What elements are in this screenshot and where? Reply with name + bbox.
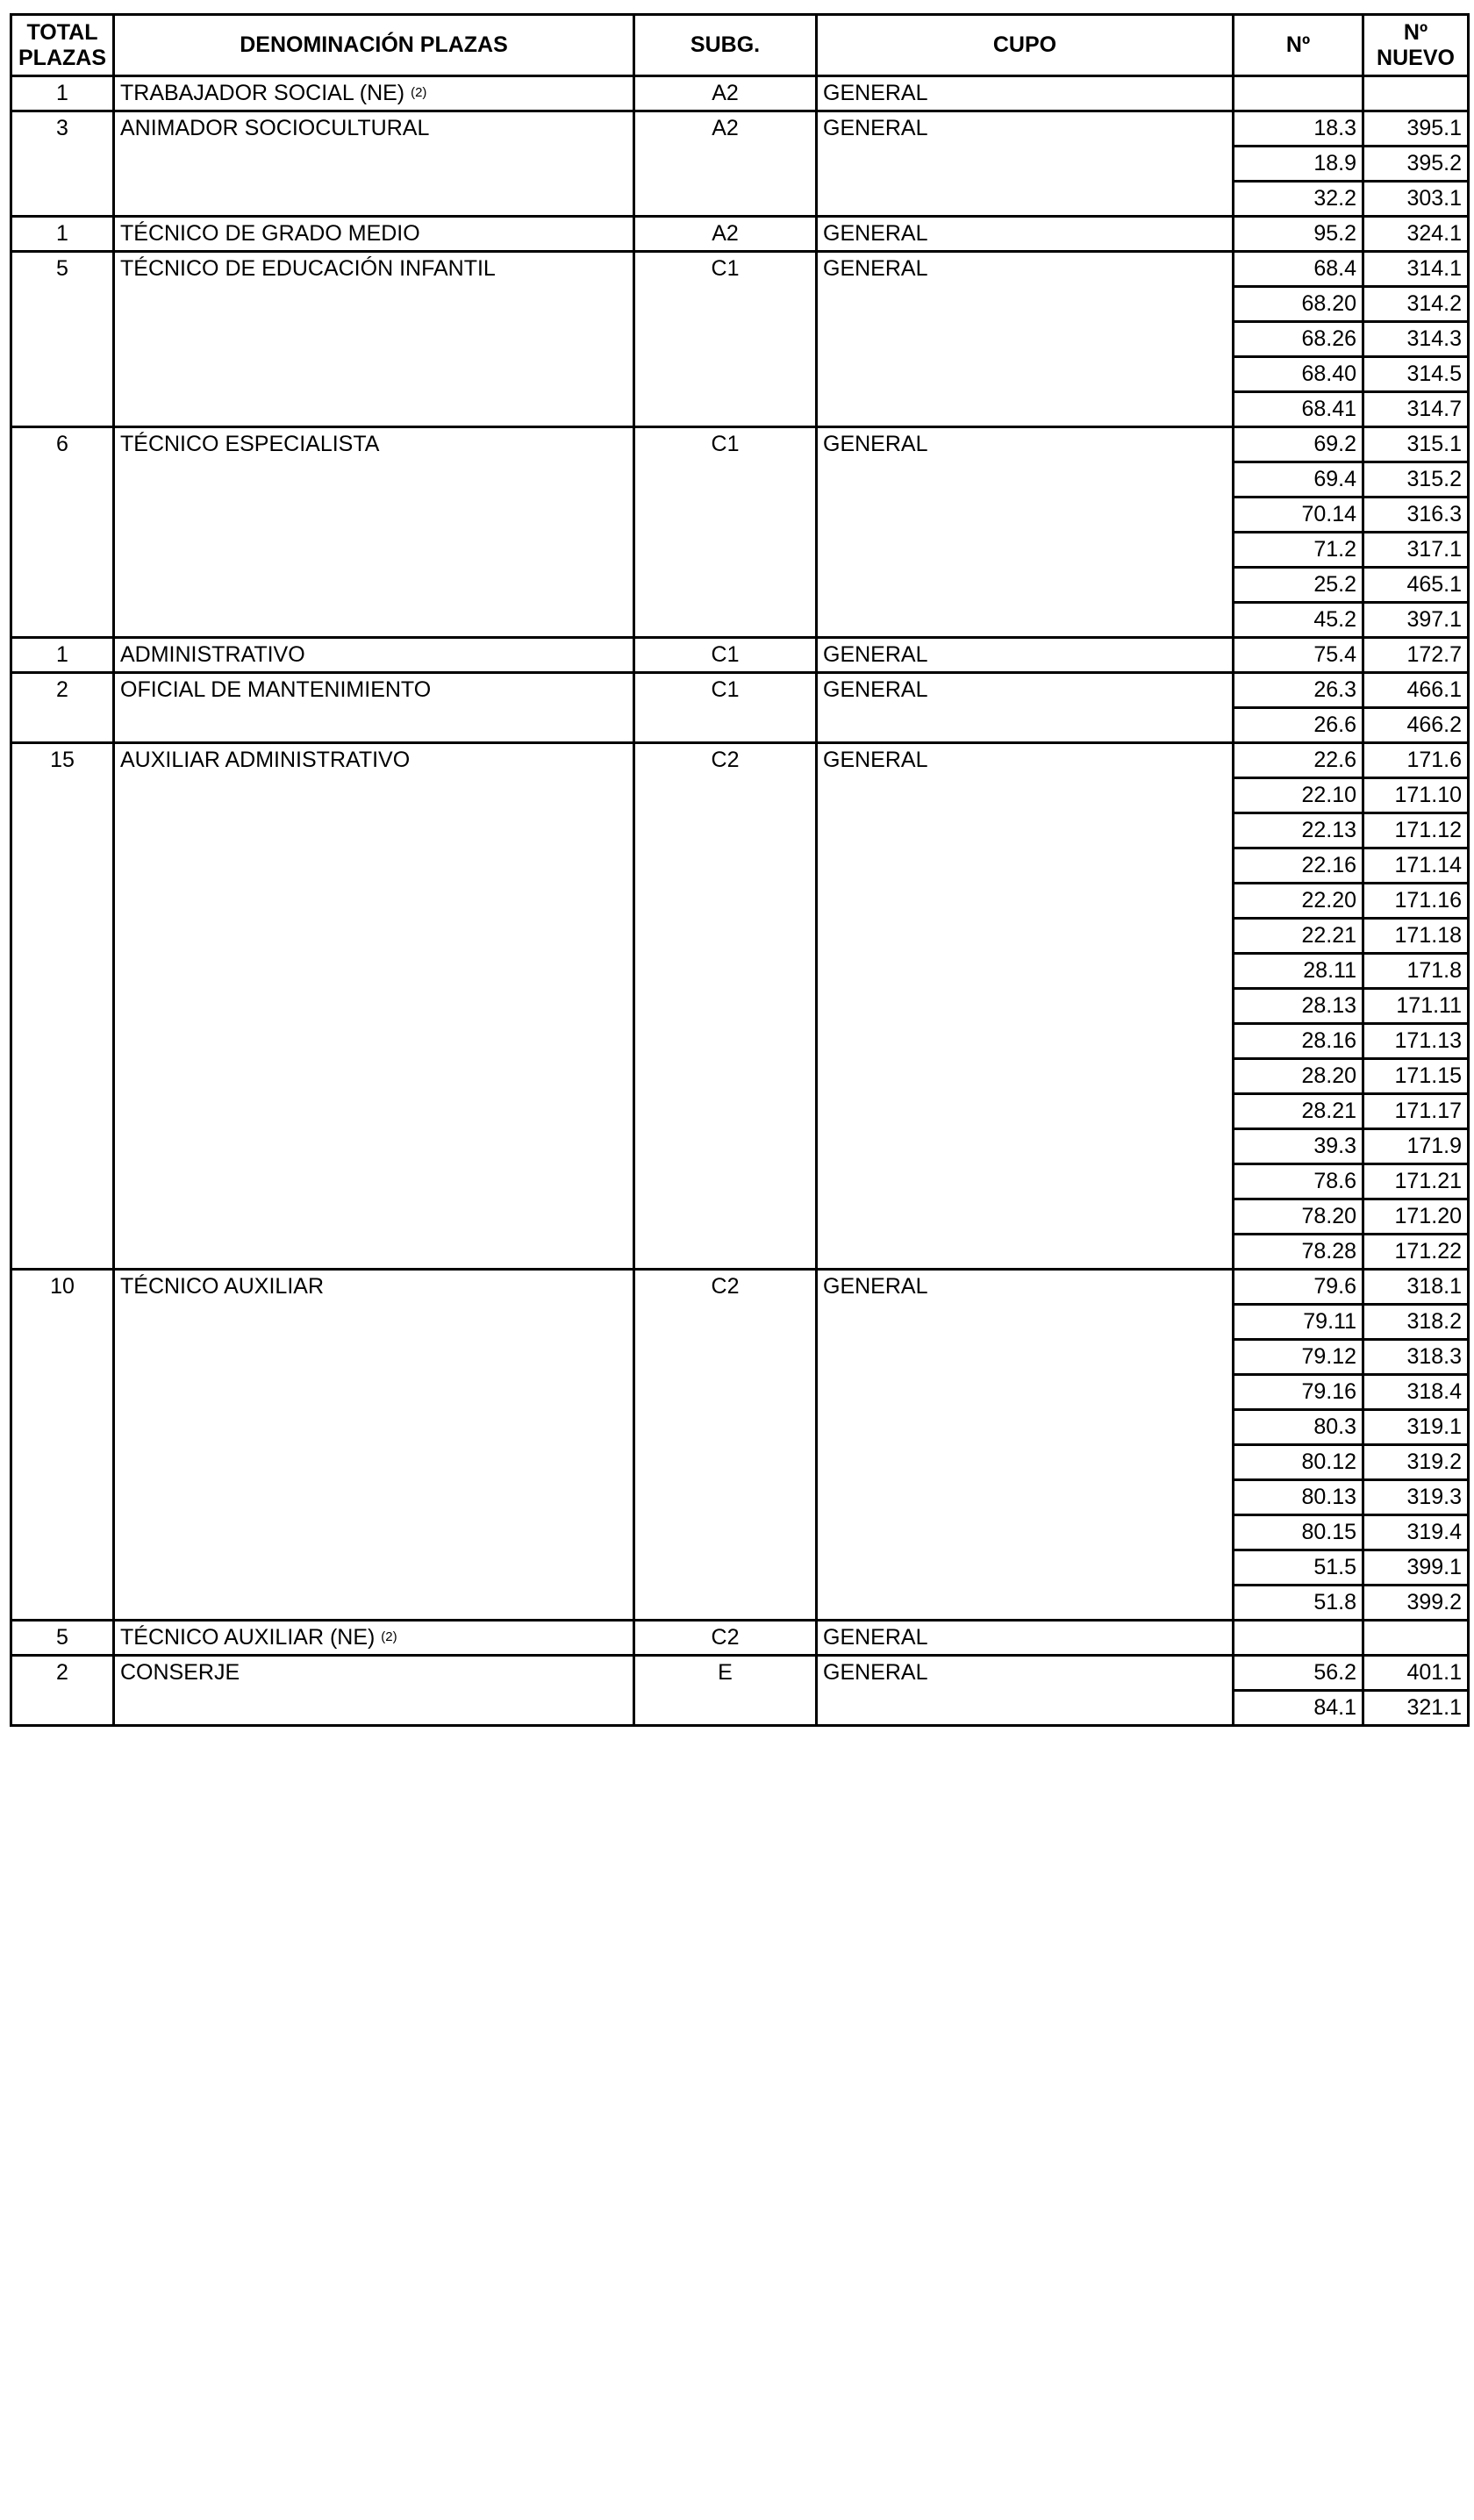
numero-cell: 79.6 [1234,1270,1363,1305]
cupo-cell: GENERAL [817,743,1234,1270]
denominacion-cell [114,743,634,1270]
numero-cell: 71.2 [1234,533,1363,568]
subgrupo-cell: C2 [634,743,817,1270]
denominacion-cell [114,111,634,217]
numero-nuevo-cell: 171.8 [1363,954,1469,989]
cupo-cell: GENERAL [817,252,1234,427]
table-row [11,1270,1469,1305]
numero-cell: 69.4 [1234,462,1363,498]
table-header [11,15,1469,76]
numero-nuevo-cell: 397.1 [1363,603,1469,638]
cupo-cell: GENERAL [817,111,1234,217]
total-plazas-cell: 15 [11,743,114,1270]
denominacion-cell [114,1270,634,1621]
numero-nuevo-cell: 171.20 [1363,1199,1469,1235]
numero-nuevo-cell: 395.1 [1363,111,1469,147]
numero-nuevo-cell: 171.14 [1363,848,1469,884]
numero-cell: 79.12 [1234,1340,1363,1375]
denominacion-cell [114,1656,634,1726]
numero-nuevo-cell: 318.4 [1363,1375,1469,1410]
subgrupo-cell: A2 [634,217,817,252]
numero-cell: 78.6 [1234,1164,1363,1199]
numero-nuevo-cell: 171.21 [1363,1164,1469,1199]
numero-nuevo-cell: 318.2 [1363,1305,1469,1340]
cupo-cell: GENERAL [817,76,1234,111]
denominacion-text: TRABAJADOR SOCIAL (NE) [120,81,405,105]
total-plazas-cell: 1 [11,217,114,252]
cupo-cell: GENERAL [817,217,1234,252]
numero-cell: 79.11 [1234,1305,1363,1340]
numero-cell: 51.8 [1234,1586,1363,1621]
numero-nuevo-cell: 324.1 [1363,217,1469,252]
table-row [11,743,1469,778]
subgrupo-cell: C1 [634,673,817,743]
numero-nuevo-cell: 171.22 [1363,1235,1469,1270]
subgrupo-cell: C1 [634,427,817,638]
header-numero-nuevo: Nº NUEVO [1363,15,1469,76]
numero-nuevo-cell: 399.2 [1363,1586,1469,1621]
numero-nuevo-cell: 171.15 [1363,1059,1469,1094]
denominacion-text: TÉCNICO AUXILIAR (NE) [120,1625,376,1650]
numero-cell: 22.10 [1234,778,1363,813]
denominacion-text: TÉCNICO DE EDUCACIÓN INFANTIL [120,256,496,281]
numero-cell: 78.20 [1234,1199,1363,1235]
numero-nuevo-cell: 399.1 [1363,1550,1469,1586]
numero-cell: 95.2 [1234,217,1363,252]
numero-nuevo-cell: 314.3 [1363,322,1469,357]
numero-nuevo-cell: 171.18 [1363,919,1469,954]
table-body [11,76,1469,1726]
numero-nuevo-cell: 466.1 [1363,673,1469,708]
subgrupo-cell: C1 [634,252,817,427]
numero-nuevo-cell: 401.1 [1363,1656,1469,1691]
cupo-cell: GENERAL [817,1270,1234,1621]
table-row [11,252,1469,287]
table-row [11,673,1469,708]
numero-cell: 25.2 [1234,568,1363,603]
numero-nuevo-cell: 315.2 [1363,462,1469,498]
numero-cell: 28.21 [1234,1094,1363,1129]
total-plazas-cell: 2 [11,1656,114,1726]
header-row [11,15,1469,76]
numero-cell [1234,1621,1363,1656]
numero-cell: 18.3 [1234,111,1363,147]
numero-nuevo-cell: 318.3 [1363,1340,1469,1375]
denominacion-cell [114,217,634,252]
numero-nuevo-cell: 171.17 [1363,1094,1469,1129]
subgrupo-cell: A2 [634,76,817,111]
footnote-ref: (2) [381,1629,397,1644]
total-plazas-cell: 2 [11,673,114,743]
numero-nuevo-cell: 395.2 [1363,147,1469,182]
footnote-ref: (2) [411,85,427,100]
numero-nuevo-cell: 319.1 [1363,1410,1469,1445]
denominacion-text: TÉCNICO AUXILIAR [120,1274,324,1299]
numero-nuevo-cell: 172.7 [1363,638,1469,673]
total-plazas-cell: 1 [11,76,114,111]
numero-nuevo-cell: 171.11 [1363,989,1469,1024]
numero-cell [1234,76,1363,111]
total-plazas-cell: 3 [11,111,114,217]
numero-cell: 56.2 [1234,1656,1363,1691]
numero-cell: 22.6 [1234,743,1363,778]
numero-cell: 80.12 [1234,1445,1363,1480]
header-subgrupo: SUBG. [634,15,817,76]
numero-nuevo-cell: 171.9 [1363,1129,1469,1164]
numero-nuevo-cell: 314.5 [1363,357,1469,392]
denominacion-cell [114,638,634,673]
numero-cell: 75.4 [1234,638,1363,673]
denominacion-text: OFICIAL DE MANTENIMIENTO [120,677,432,702]
numero-nuevo-cell: 314.2 [1363,287,1469,322]
denominacion-cell [114,252,634,427]
header-total-plazas: TOTAL PLAZAS [11,15,114,76]
denominacion-text: AUXILIAR ADMINISTRATIVO [120,748,411,772]
numero-cell: 68.4 [1234,252,1363,287]
cupo-cell: GENERAL [817,1656,1234,1726]
table-row [11,1621,1469,1656]
table-row [11,638,1469,673]
numero-cell: 69.2 [1234,427,1363,462]
total-plazas-cell: 5 [11,252,114,427]
numero-nuevo-cell [1363,1621,1469,1656]
total-plazas-cell: 5 [11,1621,114,1656]
total-plazas-cell: 6 [11,427,114,638]
numero-cell: 68.40 [1234,357,1363,392]
cupo-cell: GENERAL [817,673,1234,743]
numero-nuevo-cell: 319.2 [1363,1445,1469,1480]
numero-cell: 68.41 [1234,392,1363,427]
table-row [11,111,1469,147]
numero-nuevo-cell: 317.1 [1363,533,1469,568]
subgrupo-cell: C2 [634,1621,817,1656]
numero-nuevo-cell: 321.1 [1363,1691,1469,1726]
denominacion-text: TÉCNICO ESPECIALISTA [120,432,380,456]
numero-nuevo-cell: 316.3 [1363,498,1469,533]
numero-nuevo-cell: 315.1 [1363,427,1469,462]
table-row [11,1656,1469,1691]
numero-nuevo-cell: 319.3 [1363,1480,1469,1515]
numero-cell: 79.16 [1234,1375,1363,1410]
numero-nuevo-cell: 466.2 [1363,708,1469,743]
total-plazas-cell: 1 [11,638,114,673]
numero-cell: 51.5 [1234,1550,1363,1586]
numero-cell: 45.2 [1234,603,1363,638]
numero-cell: 80.15 [1234,1515,1363,1550]
total-plazas-cell: 10 [11,1270,114,1621]
table-row [11,217,1469,252]
table-row [11,76,1469,111]
numero-nuevo-cell: 465.1 [1363,568,1469,603]
subgrupo-cell: C2 [634,1270,817,1621]
numero-cell: 68.20 [1234,287,1363,322]
numero-cell: 22.13 [1234,813,1363,848]
subgrupo-cell: A2 [634,111,817,217]
numero-nuevo-cell [1363,76,1469,111]
numero-cell: 22.16 [1234,848,1363,884]
numero-cell: 80.13 [1234,1480,1363,1515]
numero-cell: 68.26 [1234,322,1363,357]
numero-nuevo-cell: 303.1 [1363,182,1469,217]
denominacion-text: TÉCNICO DE GRADO MEDIO [120,221,420,246]
numero-cell: 78.28 [1234,1235,1363,1270]
numero-cell: 28.20 [1234,1059,1363,1094]
denominacion-text: ADMINISTRATIVO [120,642,305,667]
numero-cell: 22.20 [1234,884,1363,919]
cupo-cell: GENERAL [817,427,1234,638]
denominacion-cell [114,76,634,111]
subgrupo-cell: C1 [634,638,817,673]
denominacion-cell [114,673,634,743]
numero-nuevo-cell: 319.4 [1363,1515,1469,1550]
numero-nuevo-cell: 318.1 [1363,1270,1469,1305]
numero-nuevo-cell: 171.16 [1363,884,1469,919]
numero-cell: 70.14 [1234,498,1363,533]
numero-cell: 18.9 [1234,147,1363,182]
numero-nuevo-cell: 314.1 [1363,252,1469,287]
table-row [11,427,1469,462]
numero-cell: 26.3 [1234,673,1363,708]
numero-cell: 28.13 [1234,989,1363,1024]
header-denominacion: DENOMINACIÓN PLAZAS [114,15,634,76]
cupo-cell: GENERAL [817,638,1234,673]
numero-cell: 28.11 [1234,954,1363,989]
numero-cell: 39.3 [1234,1129,1363,1164]
numero-nuevo-cell: 171.6 [1363,743,1469,778]
denominacion-text: CONSERJE [120,1660,240,1685]
denominacion-cell [114,1621,634,1656]
header-cupo: CUPO [817,15,1234,76]
plazas-table [10,13,1470,1727]
numero-cell: 84.1 [1234,1691,1363,1726]
numero-nuevo-cell: 171.13 [1363,1024,1469,1059]
numero-cell: 22.21 [1234,919,1363,954]
subgrupo-cell: E [634,1656,817,1726]
numero-nuevo-cell: 171.12 [1363,813,1469,848]
header-numero: Nº [1234,15,1363,76]
numero-nuevo-cell: 314.7 [1363,392,1469,427]
numero-cell: 80.3 [1234,1410,1363,1445]
denominacion-cell [114,427,634,638]
numero-cell: 26.6 [1234,708,1363,743]
numero-cell: 32.2 [1234,182,1363,217]
numero-nuevo-cell: 171.10 [1363,778,1469,813]
numero-cell: 28.16 [1234,1024,1363,1059]
cupo-cell: GENERAL [817,1621,1234,1656]
denominacion-text: ANIMADOR SOCIOCULTURAL [120,116,430,140]
